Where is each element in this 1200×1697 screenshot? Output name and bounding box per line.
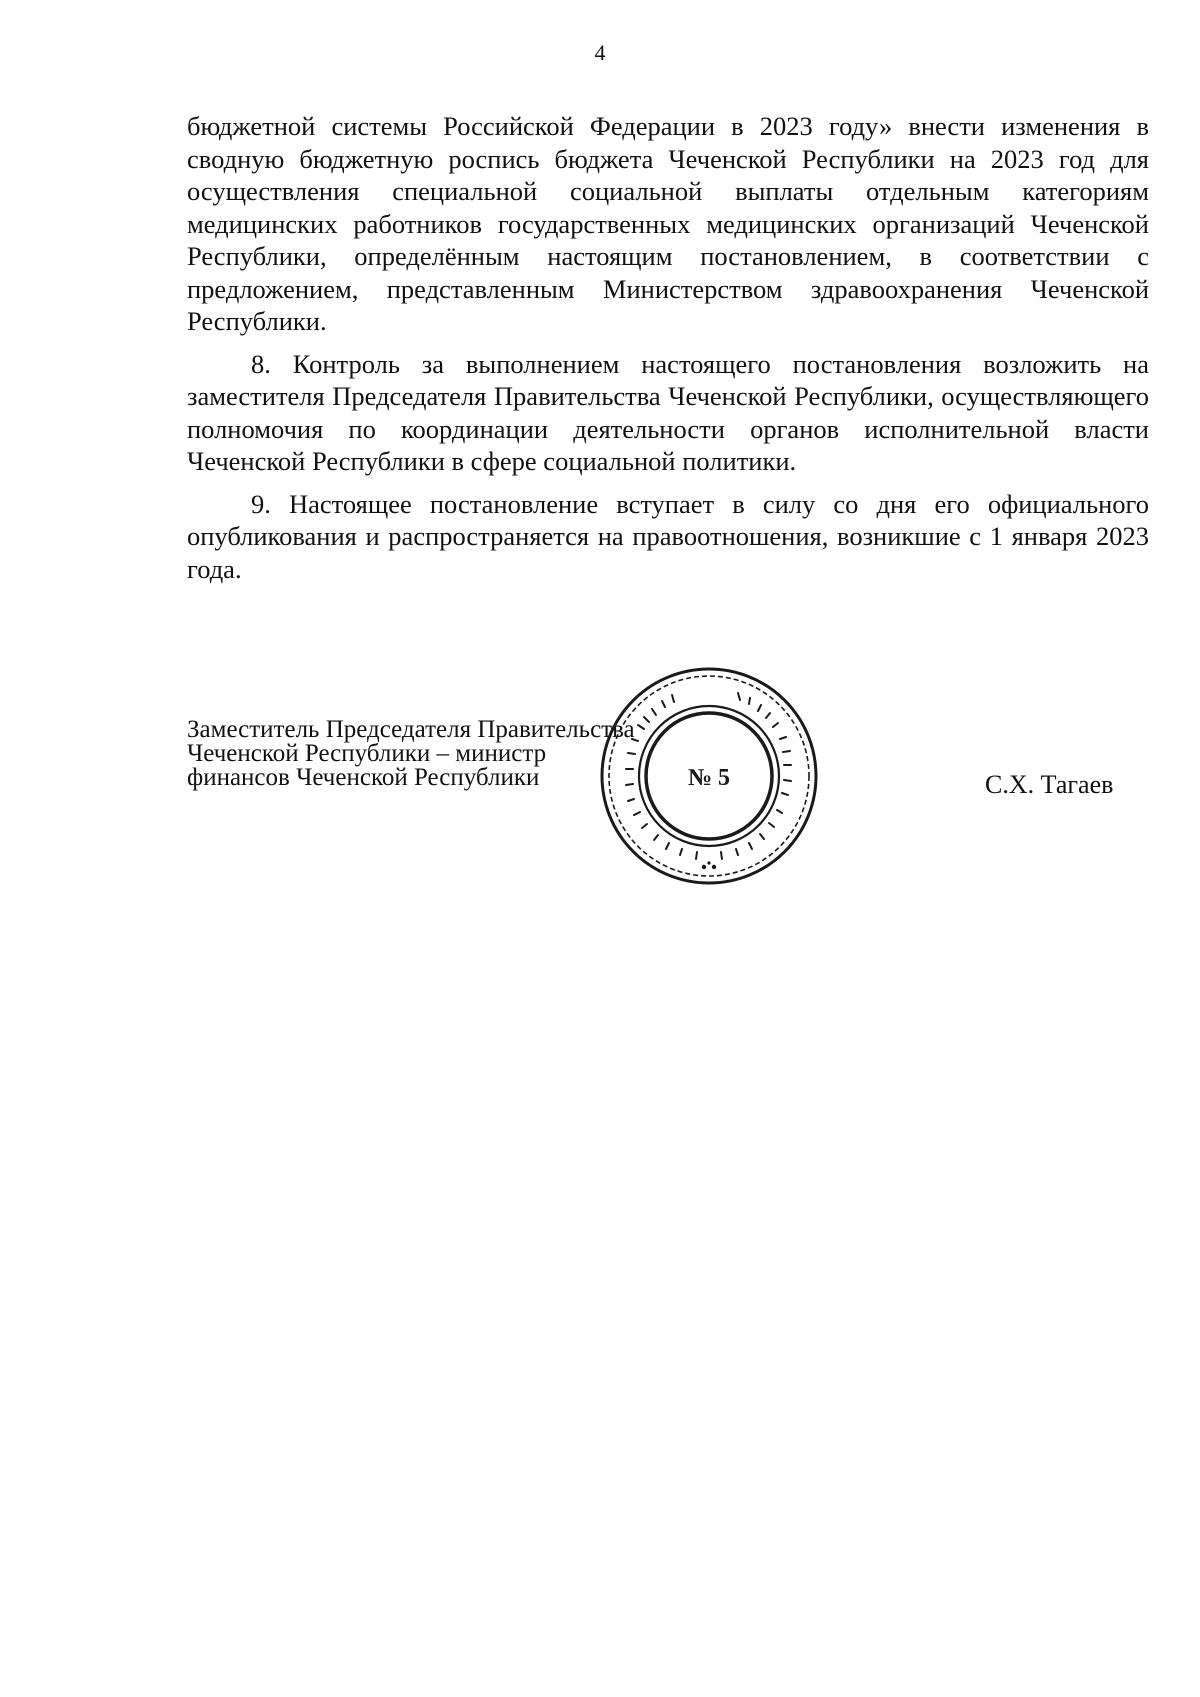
seal-number: № 5 [687,765,731,791]
signatory-title [187,718,635,790]
page-number: 4 [594,40,606,65]
official-seal-stamp [598,665,820,887]
paragraph-8: 8. Контроль за выполнением настоящего постановления возложить на заместителя Председателя Правительства Чеченской Республики, осуществляющего полномочия по координации деятельности органов исполнительной власти Чеченской Республики в сфере социальной политики. [187,348,1149,476]
signatory-title-line: Заместитель Председателя Правительства [187,716,635,743]
paragraph-continuation: бюджетной системы Российской Федерации в 2023 году» внести изменения в сводную бюджетную роспись бюджета Чеченской Республики на 2023 год для осуществления специальной социальной выплаты отдельным категориям медицинских работников государственных медицинских организаций Чеченской Республики, определённым настоящим постановлением, в соответствии с предложением, представленным Министерством здравоохранения Чеченской Республики. [187,111,1149,336]
paragraph-9: 9. Настоящее постановление вступает в силу со дня его официального опубликования и распространяется на правоотношения, возникшие с 1 января 2023 года. [187,488,1149,584]
signatory-name: С.Х. Тагаев [985,770,1114,799]
document-body [187,110,1149,585]
signatory-title-line: Чеченской Республики – министр [187,740,547,767]
signatory-title-line: финансов Чеченской Республики [187,764,540,791]
